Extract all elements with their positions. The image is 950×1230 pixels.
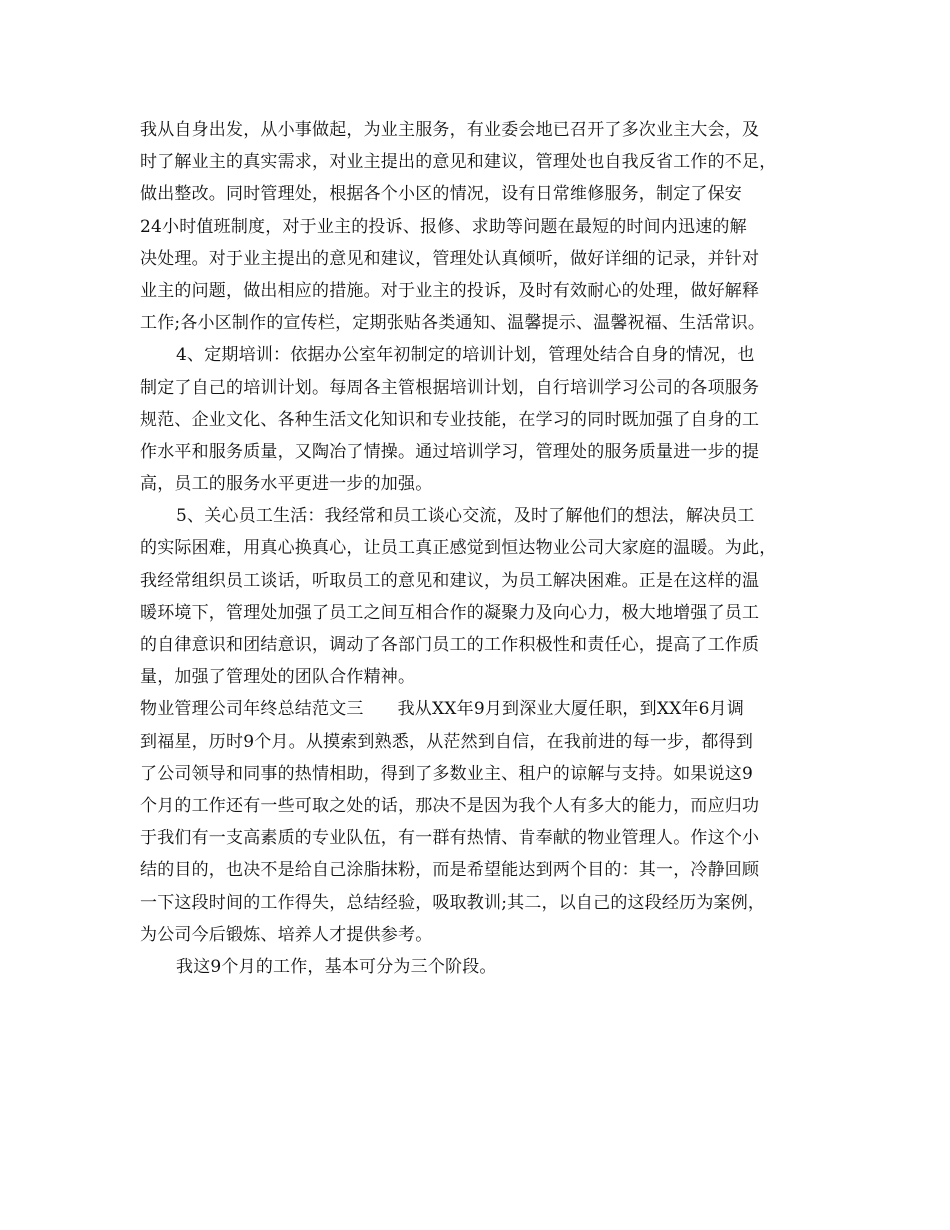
text-line: 的自律意识和团结意识，调动了各部门员工的工作积极性和责任心，提高了工作质 xyxy=(140,635,760,655)
text-line: 暖环境下，管理处加强了员工之间互相合作的凝聚力及向心力，极大地增强了员工 xyxy=(140,602,760,623)
text-line: 24小时值班制度，对于业主的投诉、报修、求助等问题在最短的时间内迅速的解 xyxy=(140,216,747,237)
text-line: 量，加强了管理处的团队合作精神。 xyxy=(140,667,416,688)
text-line xyxy=(140,693,830,725)
text-line: 的实际困难，用真心换真心，让员工真正感觉到恒达物业公司大家庭的温暖。为此， xyxy=(140,538,777,559)
text-line: 做出整改。同时管理处，根据各个小区的情况，设有日常维修服务，制定了保安 xyxy=(140,184,742,205)
document-body xyxy=(140,114,830,983)
paragraph-service-feedback xyxy=(140,114,830,339)
section-heading: 物业管理公司年终总结范文三 xyxy=(140,699,364,720)
text-line: 到福星，历时9个月。从摸索到熟悉，从茫然到自信，在我前进的每一步，都得到 xyxy=(140,731,754,752)
text-line: 为公司今后锻炼、培养人才提供参考。 xyxy=(140,924,433,945)
text-line: 业主的问题，做出相应的措施。对于业主的投诉，及时有效耐心的处理，做好解释 xyxy=(140,280,760,301)
text-line: 制定了自己的培训计划。每周各主管根据培训计划，自行培训学习公司的各项服务 xyxy=(140,377,760,398)
text-line: 我从自身出发，从小事做起，为业主服务，有业委会地已召开了多次业主大会，及 xyxy=(140,120,760,140)
text-line: 结的目的，也决不是给自己涂脂抹粉，而是希望能达到两个目的：其一，冷静回顾 xyxy=(140,860,760,881)
text-line: 时了解业主的真实需求，对业主提出的意见和建议，管理处也自我反省工作的不足， xyxy=(140,152,777,173)
text-line: 作水平和服务质量，又陶冶了情操。通过培训学习，管理处的服务质量进一步的提 xyxy=(140,441,760,462)
text-line: 规范、企业文化、各种生活文化知识和专业技能，在学习的同时既加强了自身的工 xyxy=(140,409,760,430)
paragraph-employee-care xyxy=(140,500,830,693)
text-line: 了公司领导和同事的热情相助，得到了多数业主、租户的谅解与支持。如果说这9 xyxy=(140,763,754,784)
text-line: 工作;各小区制作的宣传栏，定期张贴各类通知、温馨提示、温馨祝福、生活常识。 xyxy=(140,313,766,334)
text-line: 我经常组织员工谈话，听取员工的意见和建议，为员工解决困难。正是在这样的温 xyxy=(140,570,760,591)
text-line: 5、关心员工生活：我经常和员工谈心交流，及时了解他们的想法，解决员工 xyxy=(176,506,755,527)
paragraph-three-stages xyxy=(140,951,830,983)
text-line: 决处理。对于业主提出的意见和建议，管理处认真倾听，做好详细的记录，并针对 xyxy=(140,248,760,269)
text-line: 个月的工作还有一些可取之处的话，那决不是因为我个人有多大的能力，而应归功 xyxy=(140,795,760,816)
text-line: 于我们有一支高素质的专业队伍，有一群有热情、肯奉献的物业管理人。作这个小 xyxy=(140,828,760,849)
paragraph-summary-three xyxy=(140,693,830,951)
text-line: 我这9个月的工作，基本可分为三个阶段。 xyxy=(176,956,497,977)
paragraph-training xyxy=(140,339,830,500)
text-line: 4、定期培训：依据办公室年初制定的培训计划，管理处结合自身的情况，也 xyxy=(176,345,755,366)
text-line: 高，员工的服务水平更进一步的加强。 xyxy=(140,474,433,495)
first-line-text: 我从XX年9月到深业大厦任职，到XX年6月调 xyxy=(397,699,745,720)
text-line: 一下这段时间的工作得失，总结经验，吸取教训;其二，以自己的这段经历为案例， xyxy=(140,892,766,913)
